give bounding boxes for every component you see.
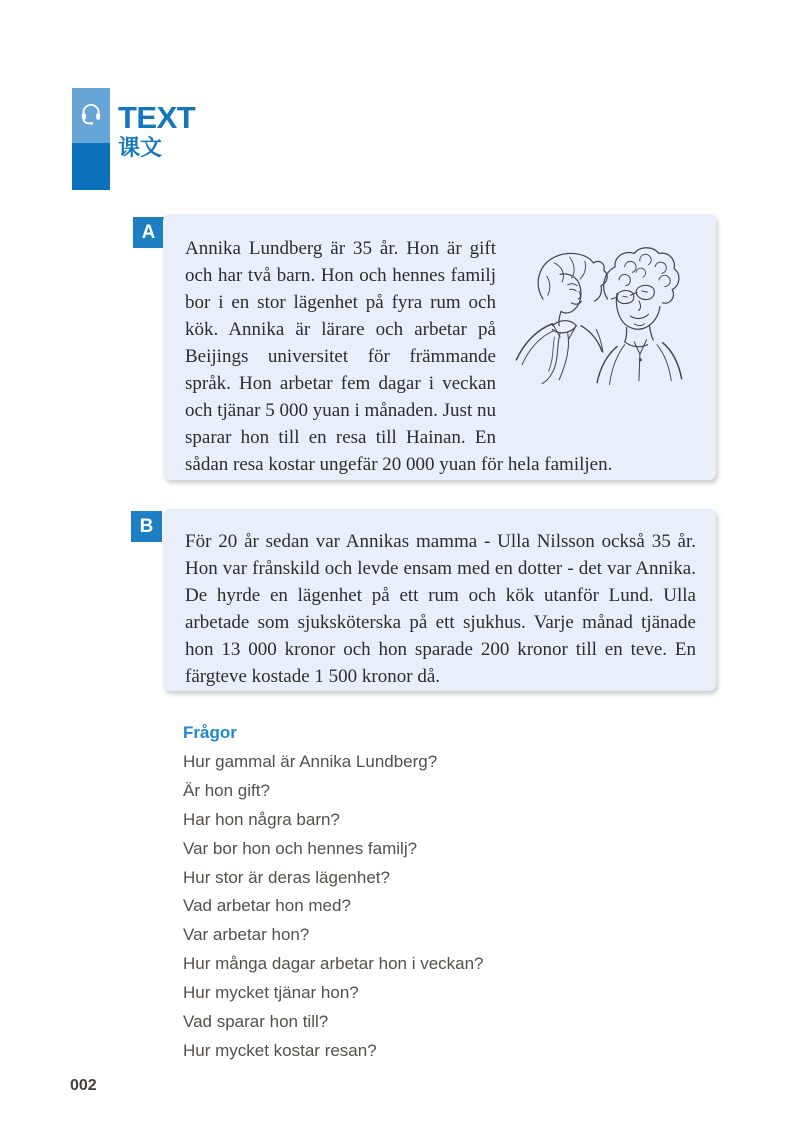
section-a-box <box>163 214 716 480</box>
question-item: Vad sparar hon till? <box>183 1012 329 1032</box>
header-tab <box>72 88 110 190</box>
section-b-box <box>163 509 716 691</box>
question-item: Vad arbetar hon med? <box>183 896 351 916</box>
page-title: TEXT <box>118 100 196 135</box>
header-tab-bottom <box>72 143 110 190</box>
question-item: Hur mycket tjänar hon? <box>183 983 359 1003</box>
question-item: Hur många dagar arbetar hon i veckan? <box>183 954 484 974</box>
question-item: Har hon några barn? <box>183 809 340 829</box>
headset-icon <box>78 100 104 131</box>
header-tab-top <box>72 88 110 143</box>
question-item: Hur stor är deras lägenhet? <box>183 867 390 887</box>
page-number: 002 <box>70 1077 97 1094</box>
passage-b-text: För 20 år sedan var Annikas mamma - Ulla Nilsson också 35 år. Hon var frånskild och levde ensam med en dotter - det var Annika. De hyrde en lägenhet på ett rum och kök utanför Lund. Ulla arbetade som sjuksköterska på ett sjukhus. Varje månad tjänade hon 13 000 kronor och hon sparade 200 kronor till en teve. En färgteve kostade 1 500 kronor då. <box>185 531 696 687</box>
page-subtitle: 课文 <box>118 135 163 160</box>
lesson-header <box>72 88 195 190</box>
section-b-badge: B <box>131 511 162 542</box>
passage-a-text: Annika Lundberg är 35 år. Hon är gift och har två barn. Hon och hennes familj bor i en stor lägenhet på fyra rum och kök. Annika är lärare och arbetar på Beijings universitet för främmande språk. Hon arbetar fem dagar i veckan och tjänar 5 000 yuan i månaden. Just nu sparar hon till en resa till Hainan. En sådan resa kostar ungefär 20 000 yuan för hela familjen. <box>185 238 613 475</box>
question-item: Hur mycket kostar resan? <box>183 1040 377 1060</box>
question-item: Hur gammal är Annika Lundberg? <box>183 751 438 771</box>
question-item: Är hon gift? <box>183 780 270 800</box>
two-women-sketch <box>504 235 696 423</box>
question-item: Var arbetar hon? <box>183 925 310 945</box>
questions-heading: Frågor <box>183 723 237 742</box>
questions-section <box>183 719 603 1066</box>
section-a-badge: A <box>133 217 164 248</box>
question-item: Var bor hon och hennes familj? <box>183 838 418 858</box>
